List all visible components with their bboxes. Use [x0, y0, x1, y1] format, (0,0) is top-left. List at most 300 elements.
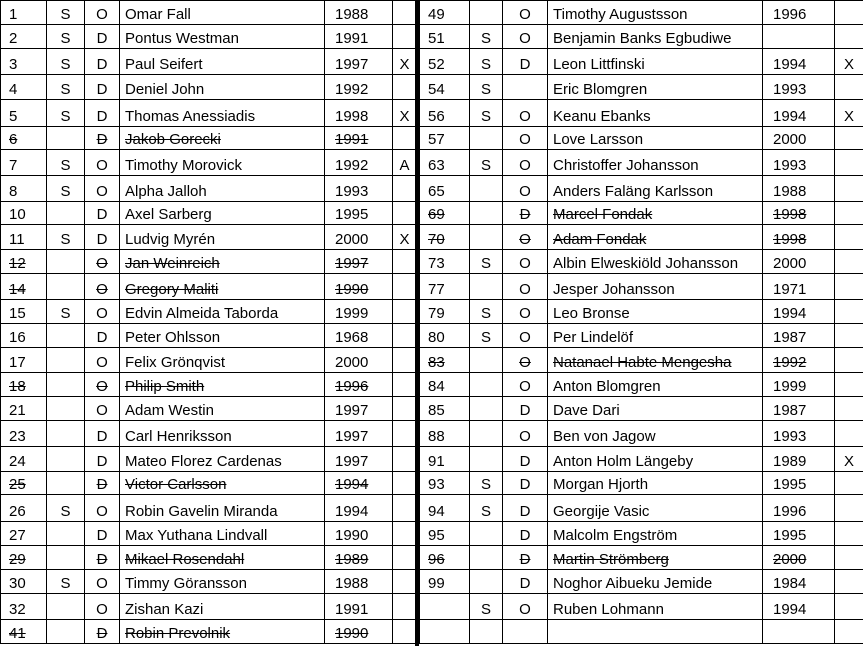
mark-cell — [835, 521, 863, 545]
status-cell — [470, 420, 503, 446]
birth-year: 1990 — [325, 619, 393, 643]
position-cell: O — [85, 1, 120, 25]
player-row — [420, 373, 863, 396]
player-row — [1, 396, 417, 420]
birth-year: 1996 — [763, 495, 835, 521]
player-number: 10 — [1, 201, 47, 224]
position-cell: D — [85, 521, 120, 545]
player-row — [420, 274, 863, 299]
birth-year: 1992 — [325, 74, 393, 99]
player-row — [420, 225, 863, 250]
player-number: 24 — [1, 447, 47, 472]
mark-cell — [835, 150, 863, 175]
mark-cell — [393, 323, 417, 347]
position-cell: O — [85, 250, 120, 274]
player-row — [420, 250, 863, 274]
player-name: Paul Seifert — [120, 49, 325, 74]
birth-year: 1991 — [325, 594, 393, 619]
player-name: Noghor Aibueku Jemide — [548, 570, 763, 594]
birth-year: 1997 — [325, 420, 393, 446]
position-cell: D — [503, 472, 548, 495]
birth-year: 1997 — [325, 396, 393, 420]
status-cell — [47, 619, 85, 643]
status-cell — [470, 373, 503, 396]
player-row — [420, 201, 863, 224]
player-name: Edvin Almeida Taborda — [120, 299, 325, 323]
player-name: Mateo Florez Cardenas — [120, 447, 325, 472]
player-row — [1, 225, 417, 250]
birth-year: 1991 — [325, 25, 393, 49]
status-cell: S — [470, 250, 503, 274]
position-cell: O — [503, 348, 548, 373]
status-cell — [470, 396, 503, 420]
player-row — [1, 521, 417, 545]
mark-cell — [835, 175, 863, 201]
player-number: 96 — [420, 545, 470, 569]
player-number: 88 — [420, 420, 470, 446]
position-cell: O — [503, 420, 548, 446]
status-cell: S — [47, 1, 85, 25]
mark-cell — [835, 1, 863, 25]
mark-cell — [393, 299, 417, 323]
status-cell: S — [470, 472, 503, 495]
player-name: Zishan Kazi — [120, 594, 325, 619]
mark-cell — [393, 545, 417, 569]
player-number: 4 — [1, 74, 47, 99]
birth-year: 1994 — [763, 49, 835, 74]
birth-year: 1991 — [325, 127, 393, 150]
birth-year: 1998 — [325, 99, 393, 126]
mark-cell — [835, 420, 863, 446]
status-cell — [470, 348, 503, 373]
status-cell: S — [47, 25, 85, 49]
status-cell — [47, 373, 85, 396]
mark-cell: X — [835, 49, 863, 74]
player-number: 52 — [420, 49, 470, 74]
birth-year: 1996 — [763, 1, 835, 25]
birth-year: 1992 — [763, 348, 835, 373]
player-row — [420, 396, 863, 420]
status-cell: S — [47, 175, 85, 201]
position-cell: D — [503, 495, 548, 521]
player-row — [420, 521, 863, 545]
birth-year: 1989 — [325, 545, 393, 569]
player-number: 3 — [1, 49, 47, 74]
mark-cell — [393, 570, 417, 594]
player-number: 23 — [1, 420, 47, 446]
player-row — [420, 49, 863, 74]
player-number: 91 — [420, 447, 470, 472]
mark-cell — [393, 495, 417, 521]
birth-year — [763, 25, 835, 49]
position-cell: D — [85, 25, 120, 49]
position-cell: O — [503, 25, 548, 49]
position-cell: O — [503, 150, 548, 175]
player-name: Alpha Jalloh — [120, 175, 325, 201]
player-row — [420, 420, 863, 446]
position-cell — [503, 74, 548, 99]
status-cell — [47, 274, 85, 299]
player-number: 17 — [1, 348, 47, 373]
player-name: Omar Fall — [120, 1, 325, 25]
player-row — [420, 99, 863, 126]
birth-year: 1988 — [763, 175, 835, 201]
mark-cell — [835, 594, 863, 619]
player-name: Eric Blomgren — [548, 74, 763, 99]
birth-year: 1996 — [325, 373, 393, 396]
player-number: 85 — [420, 396, 470, 420]
birth-year: 1998 — [763, 225, 835, 250]
position-cell: D — [85, 225, 120, 250]
status-cell: S — [47, 99, 85, 126]
position-cell: D — [85, 99, 120, 126]
player-name: Natanael Habte Mengesha — [548, 348, 763, 373]
status-cell — [47, 447, 85, 472]
position-cell: O — [503, 175, 548, 201]
player-name: Jakob Gorecki — [120, 127, 325, 150]
player-row — [1, 373, 417, 396]
status-cell: S — [470, 25, 503, 49]
birth-year: 1998 — [763, 201, 835, 224]
birth-year: 1990 — [325, 274, 393, 299]
mark-cell: X — [393, 49, 417, 74]
status-cell — [470, 175, 503, 201]
birth-year: 2000 — [325, 225, 393, 250]
player-number: 77 — [420, 274, 470, 299]
player-number: 63 — [420, 150, 470, 175]
birth-year: 1995 — [325, 201, 393, 224]
position-cell — [503, 619, 548, 643]
birth-year: 1994 — [763, 594, 835, 619]
mark-cell — [393, 594, 417, 619]
birth-year: 2000 — [763, 545, 835, 569]
status-cell — [470, 619, 503, 643]
player-name: Ruben Lohmann — [548, 594, 763, 619]
player-number: 26 — [1, 495, 47, 521]
status-cell — [47, 201, 85, 224]
birth-year: 1994 — [763, 99, 835, 126]
birth-year: 1993 — [763, 420, 835, 446]
player-number: 54 — [420, 74, 470, 99]
status-cell — [47, 420, 85, 446]
position-cell: D — [85, 447, 120, 472]
status-cell: S — [47, 495, 85, 521]
birth-year: 1997 — [325, 250, 393, 274]
status-cell — [47, 521, 85, 545]
status-cell — [47, 250, 85, 274]
player-number: 15 — [1, 299, 47, 323]
position-cell: O — [85, 396, 120, 420]
birth-year: 1987 — [763, 396, 835, 420]
mark-cell — [393, 25, 417, 49]
player-number: 7 — [1, 150, 47, 175]
player-row — [420, 619, 863, 643]
mark-cell: A — [393, 150, 417, 175]
position-cell: D — [503, 201, 548, 224]
player-name: Anders Faläng Karlsson — [548, 175, 763, 201]
position-cell: O — [503, 323, 548, 347]
player-name: Deniel John — [120, 74, 325, 99]
player-number: 93 — [420, 472, 470, 495]
player-name: Philip Smith — [120, 373, 325, 396]
birth-year: 2000 — [325, 348, 393, 373]
mark-cell — [393, 74, 417, 99]
mark-cell — [393, 619, 417, 643]
player-row — [1, 74, 417, 99]
mark-cell — [393, 472, 417, 495]
player-number: 29 — [1, 545, 47, 569]
status-cell: S — [470, 150, 503, 175]
mark-cell — [393, 348, 417, 373]
player-name: Anton Holm Längeby — [548, 447, 763, 472]
mark-cell: X — [393, 225, 417, 250]
player-number: 16 — [1, 323, 47, 347]
position-cell: O — [85, 348, 120, 373]
mark-cell: X — [393, 99, 417, 126]
position-cell: O — [503, 225, 548, 250]
player-row — [1, 175, 417, 201]
position-cell: D — [85, 472, 120, 495]
position-cell: D — [85, 201, 120, 224]
position-cell: O — [85, 175, 120, 201]
status-cell — [47, 594, 85, 619]
mark-cell — [393, 447, 417, 472]
player-row — [1, 570, 417, 594]
player-row — [420, 150, 863, 175]
player-row — [1, 323, 417, 347]
player-name — [548, 619, 763, 643]
player-number: 5 — [1, 99, 47, 126]
position-cell: D — [503, 570, 548, 594]
player-number: 6 — [1, 127, 47, 150]
mark-cell: X — [835, 447, 863, 472]
player-name: Benjamin Banks Egbudiwe — [548, 25, 763, 49]
player-number: 94 — [420, 495, 470, 521]
player-row — [420, 1, 863, 25]
mark-cell — [835, 25, 863, 49]
status-cell: S — [470, 74, 503, 99]
birth-year: 1994 — [325, 495, 393, 521]
position-cell: D — [85, 49, 120, 74]
player-name: Timothy Augustsson — [548, 1, 763, 25]
position-cell: D — [503, 447, 548, 472]
player-number: 99 — [420, 570, 470, 594]
player-row — [420, 299, 863, 323]
player-row — [420, 348, 863, 373]
player-name: Anton Blomgren — [548, 373, 763, 396]
player-row — [1, 201, 417, 224]
player-row — [1, 299, 417, 323]
mark-cell: X — [835, 99, 863, 126]
player-name: Leo Bronse — [548, 299, 763, 323]
player-name: Thomas Anessiadis — [120, 99, 325, 126]
status-cell: S — [47, 225, 85, 250]
mark-cell — [393, 373, 417, 396]
player-name: Adam Fondak — [548, 225, 763, 250]
mark-cell — [835, 545, 863, 569]
mark-cell — [835, 274, 863, 299]
position-cell: O — [503, 373, 548, 396]
player-number: 41 — [1, 619, 47, 643]
player-row — [1, 99, 417, 126]
player-number — [420, 594, 470, 619]
player-number: 51 — [420, 25, 470, 49]
status-cell — [470, 447, 503, 472]
player-number: 69 — [420, 201, 470, 224]
player-name: Georgije Vasic — [548, 495, 763, 521]
player-name: Marcel Fondak — [548, 201, 763, 224]
player-name: Robin Gavelin Miranda — [120, 495, 325, 521]
mark-cell — [835, 570, 863, 594]
mark-cell — [835, 299, 863, 323]
mark-cell — [393, 201, 417, 224]
player-row — [1, 495, 417, 521]
position-cell: O — [85, 570, 120, 594]
player-number — [420, 619, 470, 643]
position-cell: D — [85, 74, 120, 99]
player-row — [1, 127, 417, 150]
player-number: 84 — [420, 373, 470, 396]
player-number: 56 — [420, 99, 470, 126]
position-cell: O — [503, 1, 548, 25]
status-cell: S — [470, 99, 503, 126]
birth-year: 1988 — [325, 1, 393, 25]
position-cell: D — [503, 521, 548, 545]
mark-cell — [835, 250, 863, 274]
player-name: Timothy Morovick — [120, 150, 325, 175]
player-name: Robin Prevolnik — [120, 619, 325, 643]
player-name: Ludvig Myrén — [120, 225, 325, 250]
mark-cell — [393, 250, 417, 274]
player-name: Mikael Rosendahl — [120, 545, 325, 569]
player-row — [1, 420, 417, 446]
mark-cell — [835, 472, 863, 495]
birth-year: 1993 — [763, 150, 835, 175]
player-number: 95 — [420, 521, 470, 545]
player-row — [420, 175, 863, 201]
birth-year: 1999 — [763, 373, 835, 396]
mark-cell — [835, 373, 863, 396]
player-name: Ben von Jagow — [548, 420, 763, 446]
player-number: 65 — [420, 175, 470, 201]
status-cell — [470, 201, 503, 224]
player-row — [420, 594, 863, 619]
birth-year: 1994 — [325, 472, 393, 495]
player-number: 83 — [420, 348, 470, 373]
position-cell: D — [503, 545, 548, 569]
player-row — [420, 545, 863, 569]
player-number: 21 — [1, 396, 47, 420]
status-cell — [470, 521, 503, 545]
player-number: 70 — [420, 225, 470, 250]
position-cell: O — [503, 250, 548, 274]
player-name: Albin Elweskiöld Johansson — [548, 250, 763, 274]
player-number: 8 — [1, 175, 47, 201]
position-cell: O — [85, 495, 120, 521]
player-name: Axel Sarberg — [120, 201, 325, 224]
player-name: Leon Littfinski — [548, 49, 763, 74]
status-cell — [470, 570, 503, 594]
birth-year: 1994 — [763, 299, 835, 323]
player-number: 80 — [420, 323, 470, 347]
player-name: Pontus Westman — [120, 25, 325, 49]
mark-cell — [393, 420, 417, 446]
mark-cell — [835, 74, 863, 99]
status-cell — [47, 348, 85, 373]
birth-year: 1997 — [325, 447, 393, 472]
player-row — [1, 25, 417, 49]
player-number: 18 — [1, 373, 47, 396]
player-name: Adam Westin — [120, 396, 325, 420]
status-cell: S — [470, 495, 503, 521]
birth-year: 1993 — [763, 74, 835, 99]
status-cell — [47, 323, 85, 347]
player-name: Max Yuthana Lindvall — [120, 521, 325, 545]
position-cell: D — [85, 420, 120, 446]
mark-cell — [835, 495, 863, 521]
player-number: 30 — [1, 570, 47, 594]
birth-year: 1971 — [763, 274, 835, 299]
birth-year: 1995 — [763, 521, 835, 545]
position-cell: O — [85, 274, 120, 299]
player-row — [420, 127, 863, 150]
player-name: Felix Grönqvist — [120, 348, 325, 373]
status-cell: S — [470, 594, 503, 619]
player-row — [420, 74, 863, 99]
birth-year: 1987 — [763, 323, 835, 347]
status-cell — [47, 472, 85, 495]
position-cell: O — [85, 594, 120, 619]
player-number: 49 — [420, 1, 470, 25]
status-cell: S — [47, 49, 85, 74]
birth-year: 1989 — [763, 447, 835, 472]
position-cell: D — [503, 396, 548, 420]
status-cell — [470, 274, 503, 299]
position-cell: O — [503, 99, 548, 126]
status-cell — [47, 545, 85, 569]
player-number: 11 — [1, 225, 47, 250]
player-row — [1, 250, 417, 274]
player-row — [420, 495, 863, 521]
birth-year — [763, 619, 835, 643]
mark-cell — [393, 175, 417, 201]
left-roster-table — [0, 0, 417, 644]
mark-cell — [393, 396, 417, 420]
player-row — [1, 150, 417, 175]
player-name: Malcolm Engström — [548, 521, 763, 545]
player-row — [1, 594, 417, 619]
birth-year: 1999 — [325, 299, 393, 323]
player-row — [1, 49, 417, 74]
status-cell — [470, 1, 503, 25]
player-number: 25 — [1, 472, 47, 495]
player-name: Keanu Ebanks — [548, 99, 763, 126]
mark-cell — [393, 1, 417, 25]
status-cell: S — [470, 299, 503, 323]
birth-year: 1988 — [325, 570, 393, 594]
mark-cell — [835, 127, 863, 150]
mark-cell — [835, 225, 863, 250]
status-cell: S — [47, 570, 85, 594]
status-cell: S — [470, 323, 503, 347]
right-roster-table — [419, 0, 863, 644]
status-cell: S — [470, 49, 503, 74]
position-cell: D — [85, 323, 120, 347]
position-cell: O — [85, 373, 120, 396]
mark-cell — [393, 274, 417, 299]
player-row — [1, 545, 417, 569]
player-number: 1 — [1, 1, 47, 25]
